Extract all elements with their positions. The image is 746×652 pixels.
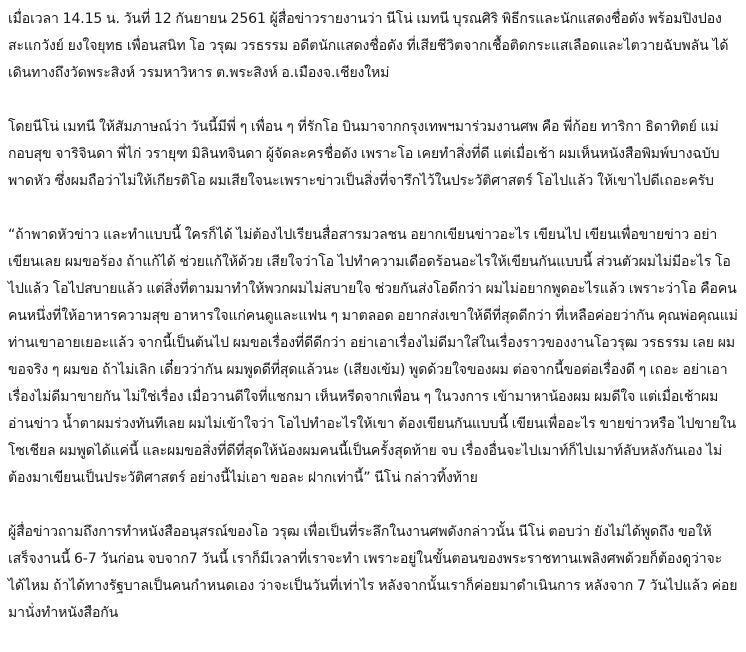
article-paragraph: “ถ้าพาดหัวข่าว และทำแบบนี้ ใครก็ได้ ไม่ต้องไปเรียนสื่อสารมวลชน อยากเขียนข่าวอะไร เขียนไป เขียนเพื่อขายข่าว อย่าเขียนเลย ผมขอร้อง ถ้าแก้ได้ ช่วยแก้ให้ด้วย เสียใจว่าโอ ไปทำความเดือดร้อนอะไรให้เขียนกันแบบนี้ ส่วนตัวผมไม่มีอะไร โอไปแล้ว โอไปสบายแล้ว แต่สิ่งที่ตามมาทำให้พวกผมไม่สบายใจ ช่วยกันส่งโอดีกว่า ผมไม่อยากพูดอะไรแล้ว เพราะว่าโอ คือคนคนหนึ่งที่ให้อาหารความสุข อาหารใจแก่คนดูและแฟน ๆ มาตลอด อยากส่งเขาให้ดีที่สุดดีกว่า ที่เหลือค่อยว่ากัน คุณพ่อคุณแม่ท่านเขาอายเยอะแล้ว จากนี้เป็นต้นไป ผมขอเรื่องที่ดีดีกว่า อย่าเอาเรื่องไม่ดีมาใส่ในเรื่องราวของงานโอวรุฒ วรธรรม เลย ผมขอจริง ๆ ผมขอ ถ้าไม่เลิก เดี๋ยวว่ากัน ผมพูดดีที่สุดแล้วนะ (เสียงเข้ม) พูดด้วยใจของผม ต่อจากนี้ขอต่อเรื่องดี ๆ เถอะ อย่าเอาเรื่องไม่ดีมาขายกัน ไม่ใช่เรื่อง เมื่อวานดีใจที่แชกมา เห็นหรีดจากเพื่อน ๆ ในวงการ เข้ามาหาน้องผม ผมดีใจ แต่เมื่อเช้าผมอ่านข่าว น้ำตาผมร่วงทันทีเลย ผมไม่เข้าใจว่า โอไปทำอะไรให้เขา ต้องเขียนกันแบบนี้ เขียนเพื่ออะไร ขายข่าวหรือ ไปขายในโซเชียล ผมพูดได้แค่นี้ และผมขอสิ่งที่ดีที่สุดให้น้องผมคนนี้เป็นครั้งสุดท้าย จบ เรื่องอื่นจะไปเมาท์ก็ไปเมาท์ลับหลังกันเอง ไม่ต้องมาเขียนเป็นประวัติศาสตร์ อย่างนี้ไม่เอา ขอละ ฝากเท่านี้” นีโน่ กล่าวทิ้งท้าย [8, 227, 738, 486]
article-paragraph: ผู้สื่อข่าวถามถึงการทำหนังสืออนุสรณ์ของโอ วรุฒ เพื่อเป็นที่ระลึกในงานศพดังกล่าวนั้น นีโน่ ตอบว่า ยังไม่ได้พูดถึง ขอให้เสร็จงานนี้ 6-7 วันก่อน จบจาก7 วันนี้ เราก็มีเวลาที่เราจะทำ เพราะอยู่ในขั้นตอนของพระราชทานเพลิงศพด้วยก็ต้องดูว่าจะได้ไหม ถ้าได้ทางรัฐบาลเป็นคนกำหนดเอง ว่าจะเป็นวันที่เท่าไร หลังจากนั้นเราก็ค่อยมาดำเนินการ หลังจาก 7 วันไปแล้ว ค่อยมานั่งทำหนังสือกัน [8, 524, 738, 621]
article-paragraph: เมื่อเวลา 14.15 น. วันที่ 12 กันยายน 2561 ผู้สื่อข่าวรายงานว่า นีโน่ เมทนี บุรณศิริ พิธีกรและนักแสดงชื่อดัง พร้อมปิงปอง สะแกวังย์ ยงใจยุทธ เพื่อนสนิท โอ วรุฒ วรธรรม อดีตนักแสดงชื่อดัง ที่เสียชีวิตจากเชื้อติดกระแสเลือดและไตวายฉับพลัน ได้เดินทางถึงวัดพระสิงห์ วรมหาวิหาร ต.พระสิงห์ อ.เมืองจ.เชียงใหม่ [8, 11, 729, 81]
article-paragraph: โดยนีโน่ เมทนี ให้สัมภาษณ์ว่า วันนี้มีพี่ ๆ เพื่อน ๆ ที่รักโอ บินมาจากกรุงเทพฯมาร่วมงานศพ คือ พี่ก้อย ทาริกา ธิดาทิตย์ แม่กอบสุข จาริจินดา พี่ไก่ วรายุฑ มิลินทจินดา ผู้จัดละครชื่อดัง เพราะโอ เคยทำสิ่งที่ดี แต่เมื่อเช้า ผมเห็นหนังสือพิมพ์บางฉบับ พาดหัว ซึ่งผมถือว่าไม่ให้เกียรติโอ ผมเสียใจนะเพราะข่าวเป็นสิ่งที่จารึกไว้ในประวัติศาสตร์ โอไปแล้ว ให้เขาไปดีเถอะครับ [8, 119, 720, 189]
